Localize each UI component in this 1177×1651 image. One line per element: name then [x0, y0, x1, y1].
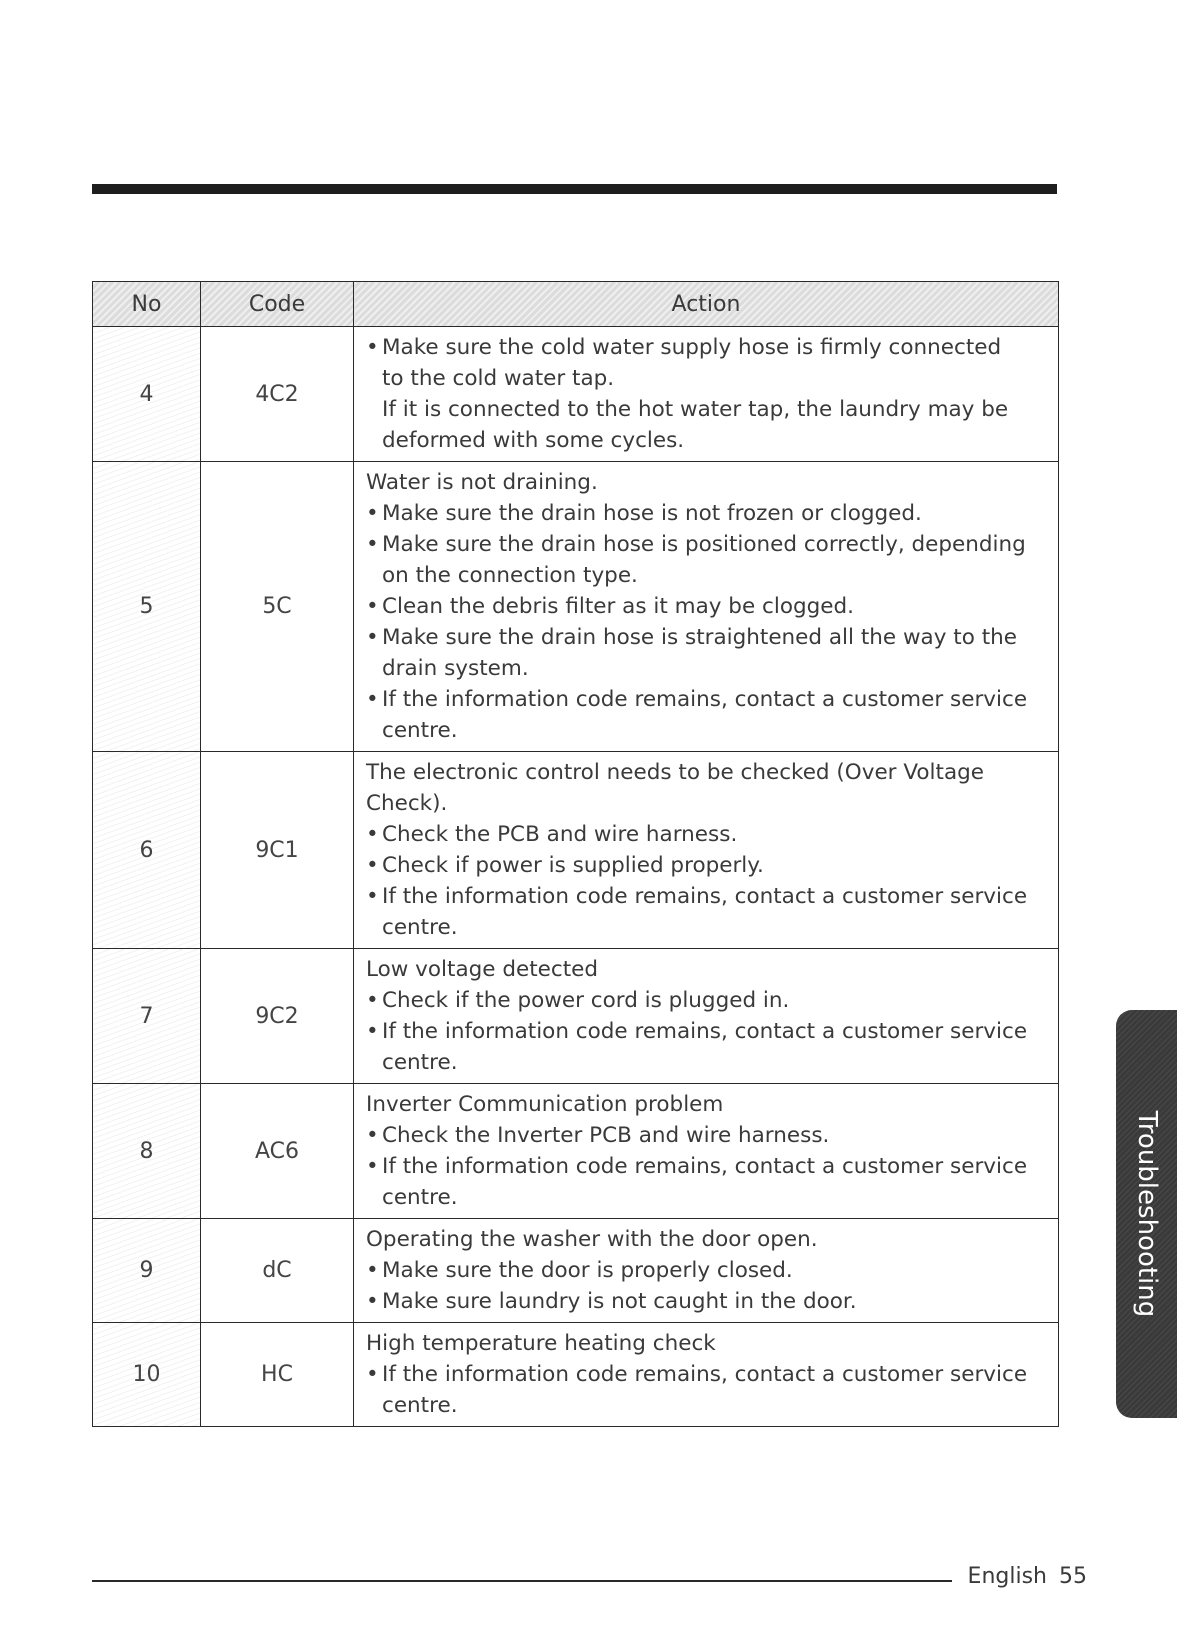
action-bullet — [366, 1286, 1050, 1317]
action-bullet — [366, 1255, 1050, 1286]
action-cell — [354, 1323, 1059, 1427]
info-code: 9C2 — [201, 949, 354, 1084]
page-number: 55 — [1059, 1564, 1087, 1589]
action-continuation: deformed with some cycles. — [382, 428, 685, 453]
action-cell — [354, 1219, 1059, 1323]
bullet-icon: • — [366, 822, 379, 847]
action-continuation: If it is connected to the hot water tap, the laundry may be — [382, 397, 1009, 422]
table-row — [93, 949, 1059, 1084]
action-bullet — [366, 498, 1050, 529]
action-text: Check if power is supplied properly. — [382, 853, 764, 878]
action-text: If the information code remains, contact a customer service — [382, 884, 1028, 909]
action-cell — [354, 327, 1059, 462]
page-footer — [968, 1564, 1087, 1589]
top-rule — [92, 184, 1057, 194]
row-number: 4 — [93, 327, 201, 462]
info-code: dC — [201, 1219, 354, 1323]
header-no: No — [93, 282, 201, 327]
action-bullet — [366, 591, 1050, 622]
table-header-row — [93, 282, 1059, 327]
bullet-icon: • — [366, 884, 379, 909]
troubleshooting-side-tab — [1116, 1010, 1177, 1418]
bullet-icon: • — [366, 1123, 379, 1148]
row-number: 5 — [93, 462, 201, 752]
table-row — [93, 1084, 1059, 1219]
action-text: If the information code remains, contact a customer service — [382, 1019, 1028, 1044]
row-number: 8 — [93, 1084, 201, 1219]
bullet-icon: • — [366, 532, 379, 557]
action-text: Make sure the drain hose is straightened all the way to the — [382, 625, 1017, 650]
action-continuation: centre. — [382, 1393, 458, 1418]
info-code: AC6 — [201, 1084, 354, 1219]
action-text: Make sure laundry is not caught in the door. — [382, 1289, 857, 1314]
action-bullet — [366, 332, 1050, 363]
info-code: 9C1 — [201, 752, 354, 949]
action-text: If the information code remains, contact a customer service — [382, 687, 1028, 712]
action-cell — [354, 949, 1059, 1084]
info-code: 4C2 — [201, 327, 354, 462]
table-row — [93, 327, 1059, 462]
table-row — [93, 1323, 1059, 1427]
action-text: Make sure the drain hose is not frozen or clogged. — [382, 501, 922, 526]
bullet-icon: • — [366, 501, 379, 526]
row-number: 6 — [93, 752, 201, 949]
bullet-icon: • — [366, 594, 379, 619]
footer-rule — [92, 1580, 952, 1582]
bullet-icon: • — [366, 988, 379, 1013]
action-description: Operating the washer with the door open. — [366, 1227, 818, 1252]
action-description: Low voltage detected — [366, 957, 598, 982]
action-continuation: centre. — [382, 1050, 458, 1075]
action-continuation: drain system. — [382, 656, 529, 681]
action-bullet — [366, 1359, 1050, 1390]
row-number: 9 — [93, 1219, 201, 1323]
action-continuation: centre. — [382, 915, 458, 940]
table-row — [93, 462, 1059, 752]
table-body — [93, 327, 1059, 1427]
action-bullet — [366, 985, 1050, 1016]
action-bullet — [366, 622, 1050, 653]
action-text: Check if the power cord is plugged in. — [382, 988, 790, 1013]
bullet-icon: • — [366, 335, 379, 360]
action-bullet — [366, 881, 1050, 912]
action-text: Check the Inverter PCB and wire harness. — [382, 1123, 830, 1148]
header-code: Code — [201, 282, 354, 327]
bullet-icon: • — [366, 1362, 379, 1387]
action-text: If the information code remains, contact a customer service — [382, 1362, 1028, 1387]
bullet-icon: • — [366, 625, 379, 650]
table-row — [93, 752, 1059, 949]
action-cell — [354, 752, 1059, 949]
information-code-table — [92, 281, 1059, 1427]
action-continuation: on the connection type. — [382, 563, 638, 588]
bullet-icon: • — [366, 853, 379, 878]
action-bullet — [366, 1016, 1050, 1047]
action-text: If the information code remains, contact a customer service — [382, 1154, 1028, 1179]
bullet-icon: • — [366, 1289, 379, 1314]
action-description: Water is not draining. — [366, 470, 598, 495]
action-text: Check the PCB and wire harness. — [382, 822, 738, 847]
row-number: 7 — [93, 949, 201, 1084]
action-bullet — [366, 684, 1050, 715]
action-bullet — [366, 1151, 1050, 1182]
action-text: Clean the debris filter as it may be clogged. — [382, 594, 854, 619]
action-bullet — [366, 850, 1050, 881]
bullet-icon: • — [366, 1258, 379, 1283]
info-code: HC — [201, 1323, 354, 1427]
action-text: Make sure the drain hose is positioned correctly, depending — [382, 532, 1026, 557]
table-row — [93, 1219, 1059, 1323]
footer-language: English — [967, 1564, 1047, 1589]
action-bullet — [366, 819, 1050, 850]
action-continuation: to the cold water tap. — [382, 366, 615, 391]
action-text: Make sure the cold water supply hose is firmly connected — [382, 335, 1002, 360]
row-number: 10 — [93, 1323, 201, 1427]
bullet-icon: • — [366, 1154, 379, 1179]
action-description: High temperature heating check — [366, 1331, 716, 1356]
action-bullet — [366, 1120, 1050, 1151]
action-cell — [354, 462, 1059, 752]
action-bullet — [366, 529, 1050, 560]
action-description: Inverter Communication problem — [366, 1092, 724, 1117]
bullet-icon: • — [366, 1019, 379, 1044]
info-code: 5C — [201, 462, 354, 752]
action-description: The electronic control needs to be checked (Over Voltage Check). — [366, 760, 984, 816]
action-cell — [354, 1084, 1059, 1219]
bullet-icon: • — [366, 687, 379, 712]
action-continuation: centre. — [382, 1185, 458, 1210]
header-action: Action — [354, 282, 1059, 327]
action-continuation: centre. — [382, 718, 458, 743]
side-tab-label: Troubleshooting — [1131, 1110, 1162, 1318]
action-text: Make sure the door is properly closed. — [382, 1258, 793, 1283]
